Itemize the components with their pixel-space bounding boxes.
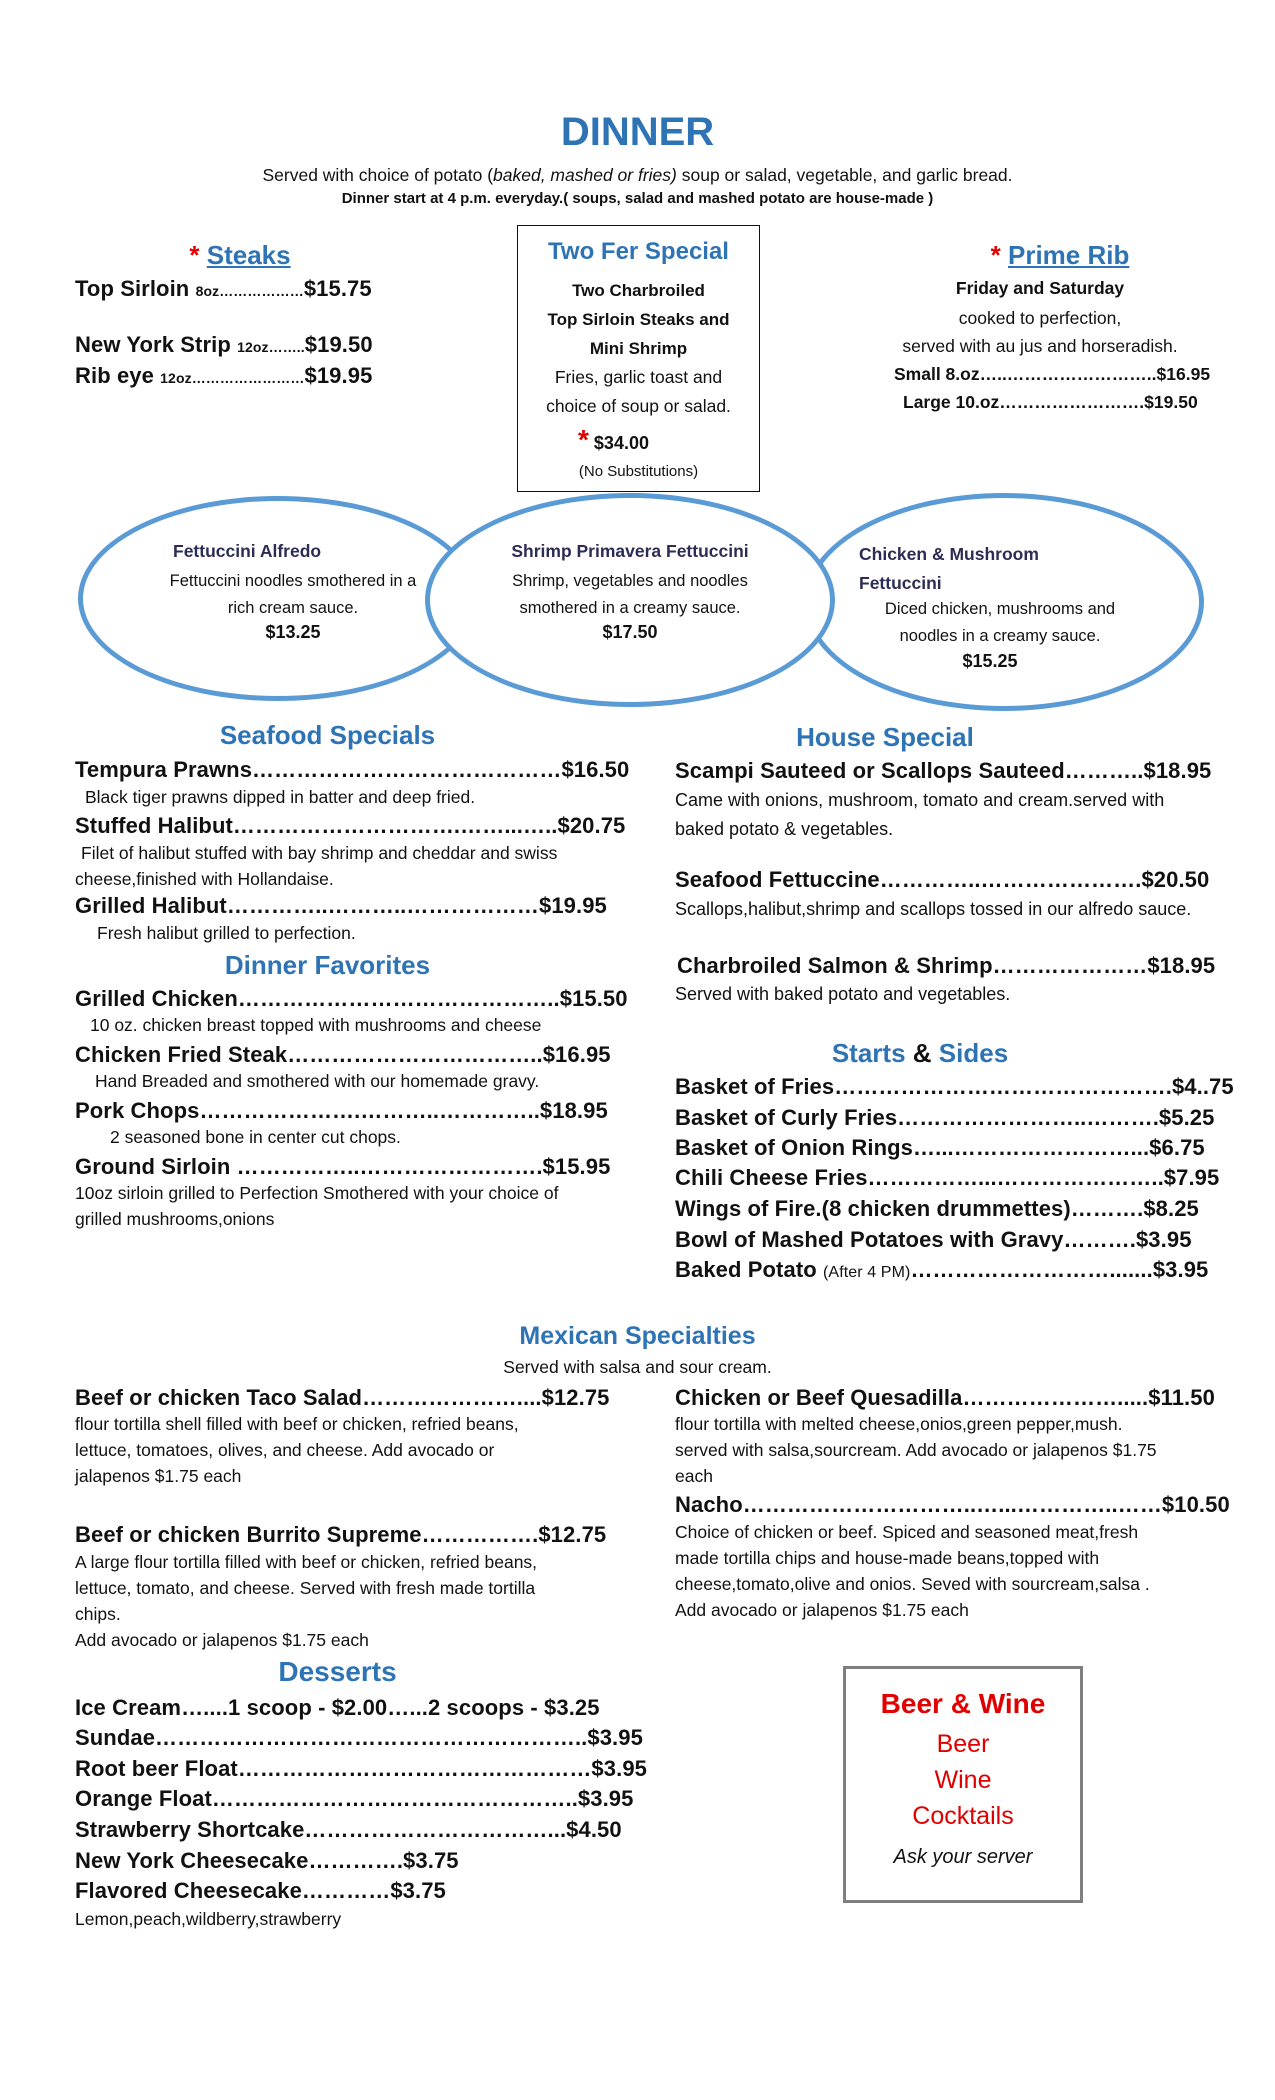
two-fer-star: * [578, 424, 589, 455]
starts-item: Basket of Onion Rings…...……………………...$6.75 [675, 1135, 1205, 1160]
desserts-heading: Desserts [278, 1656, 397, 1687]
mexican-desc-line: flour tortilla with melted cheese,onios,green pepper,mush. [675, 1414, 1123, 1434]
mexican-item: Chicken or Beef Quesadilla………………….....$11.50 [675, 1385, 1215, 1410]
mexican-item: Nacho…………………………..…...…………..……$10.50 [675, 1492, 1230, 1517]
pasta-desc-line: Fettuccini noodles smothered in a [169, 572, 417, 590]
steak-dots: …………………… [191, 370, 305, 386]
mexican-item: Beef or chicken Taco Salad…………………....$12.75 [75, 1385, 610, 1410]
subtitle-post: soup or salad, vegetable, and garlic bread. [676, 165, 1013, 185]
dessert-item: Strawberry Shortcake……………………………...$4.50 [75, 1817, 622, 1842]
steak-item [75, 276, 372, 302]
two-fer-line: Two Charbroiled [572, 281, 705, 300]
steak-price: $19.95 [304, 363, 373, 388]
baked-potato-note: (After 4 PM) [823, 1264, 911, 1281]
dessert-item: Ice Cream…....1 scoop - $2.00…...2 scoops - $3.25 [75, 1695, 600, 1720]
seafood-desc: Black tiger prawns dipped in batter and deep fried. [85, 787, 476, 807]
starts-item [675, 1257, 1208, 1283]
dessert-note: Lemon,peach,wildberry,strawberry [75, 1909, 342, 1929]
prime-rib-line: cooked to perfection, [958, 308, 1122, 328]
starts-item: Wings of Fire.(8 chicken drummettes)……….$8.25 [675, 1196, 1199, 1221]
favorites-desc: 10oz sirloin grilled to Perfection Smothered with your choice of grilled mushrooms,onions [75, 1183, 559, 1229]
two-fer-line: Fries, garlic toast and [554, 367, 723, 387]
pasta-price: $15.25 [962, 651, 1018, 671]
mexican-desc [75, 1549, 537, 1653]
favorites-item: Pork Chops………………….………..…………..$18.95 [75, 1098, 608, 1123]
mexican-desc-line: each [675, 1466, 713, 1486]
pasta-name [859, 540, 1039, 598]
house-desc: Served with baked potato and vegetables. [675, 984, 1011, 1004]
mexican-subtitle: Served with salsa and sour cream. [503, 1357, 772, 1377]
steak-price: $15.75 [303, 276, 372, 301]
pasta-desc-line: noodles in a creamy sauce. [899, 627, 1101, 645]
pasta-desc-line: smothered in a creamy sauce. [519, 599, 741, 617]
steak-price: $19.50 [304, 332, 373, 357]
mexican-desc-line: Choice of chicken or beef. Spiced and seasoned meat,fresh [675, 1522, 1139, 1542]
steak-name: Rib eye [75, 363, 161, 388]
favorites-desc: 10 oz. chicken breast topped with mushrooms and cheese [90, 1015, 542, 1035]
dessert-item: Sundae…………………………………………………..$3.95 [75, 1725, 643, 1750]
two-fer-line: Mini Shrimp [589, 339, 688, 358]
mexican-desc-line: cheese,tomato,olive and onios. Seved with sourcream,salsa . [675, 1574, 1150, 1594]
mexican-item: Beef or chicken Burrito Supreme…………….$12.75 [75, 1522, 607, 1547]
steak-item [75, 332, 373, 358]
beer-wine-item: Wine [934, 1766, 992, 1794]
seafood-item: Tempura Prawns……………………………………$16.50 [75, 757, 630, 782]
steak-dots: ……………… [219, 283, 304, 299]
house-desc: Scallops,halibut,shrimp and scallops tossed in our alfredo sauce. [675, 899, 1192, 919]
beer-wine-list [843, 1726, 1083, 1834]
house-item: Seafood Fettuccine…………..………………….$20.50 [675, 867, 1210, 892]
mexican-desc-line: Add avocado or jalapenos $1.75 each [675, 1600, 969, 1620]
starts-item: Basket of Curly Fries……………………..……….$5.25 [675, 1105, 1215, 1130]
steaks-heading [150, 240, 330, 271]
favorites-item: Ground Sirloin ……………..…………………….$15.95 [75, 1154, 611, 1179]
prime-rib-title: Prime Rib [1007, 240, 1130, 270]
two-fer-bold-lines [517, 276, 760, 363]
pasta-name-line: Chicken & Mushroom [859, 544, 1039, 564]
header-note: Dinner start at 4 p.m. everyday.( soups, salad and mashed potato are house-made ) [341, 190, 934, 207]
starts-amp: & [905, 1038, 939, 1068]
prime-rib-small: Small 8.oz…..……………………..$16.95 [894, 364, 1211, 384]
mexican-desc-line: flour tortilla shell filled with beef or chicken, refried beans, [75, 1414, 519, 1434]
two-fer-line: choice of soup or salad. [546, 396, 731, 416]
pasta-name: Shrimp Primavera Fettuccini [511, 541, 749, 561]
beer-wine-item: Beer [936, 1730, 990, 1758]
beer-wine-item: Cocktails [912, 1802, 1014, 1830]
two-fer-title: Two Fer Special [548, 238, 729, 265]
header-subtitle [0, 165, 1275, 186]
favorites-item: Chicken Fried Steak……………………………..$16.95 [75, 1042, 611, 1067]
sides-title: Sides [938, 1038, 1009, 1068]
house-item: Scampi Sauteed or Scallops Sauteed………..$18.95 [675, 758, 1212, 783]
pasta-price: $13.25 [265, 622, 321, 642]
steak-dots: …….. [268, 339, 305, 355]
beer-wine-note: Ask your server [893, 1846, 1033, 1868]
baked-potato-price: ……………………….......$3.95 [910, 1257, 1209, 1282]
dessert-item: New York Cheesecake………….$3.75 [75, 1848, 459, 1873]
prime-rib-line: served with au jus and horseradish. [902, 336, 1178, 356]
steaks-title: Steaks [206, 240, 291, 270]
pasta-name: Fettuccini Alfredo [173, 541, 322, 561]
subtitle-italic: baked, mashed or fries) [493, 165, 677, 185]
seafood-item: Stuffed Halibut………………………….……...…..$20.75 [75, 813, 626, 838]
dessert-item: Orange Float…………………………………………..$3.95 [75, 1786, 634, 1811]
mexican-heading: Mexican Specialties [519, 1322, 756, 1350]
favorites-desc: 2 seasoned bone in center cut chops. [110, 1127, 401, 1147]
pasta-desc [480, 568, 780, 622]
mexican-desc-line: lettuce, tomato, and cheese. Served with fresh made tortilla [75, 1578, 536, 1598]
steaks-star: * [189, 240, 200, 270]
favorites-item: Grilled Chicken……………………………………..$15.50 [75, 986, 628, 1011]
pasta-name-line: Fettuccini [859, 573, 942, 593]
steak-size: 12oz [237, 339, 269, 355]
pasta-desc [148, 568, 438, 622]
prime-rib-lines [870, 304, 1210, 360]
starts-item: Chili Cheese Fries……………...…………………..$7.95 [675, 1165, 1220, 1190]
prime-rib-star: * [990, 240, 1001, 270]
favorites-heading: Dinner Favorites [224, 950, 431, 980]
pasta-desc-line: Shrimp, vegetables and noodles [512, 572, 748, 590]
starts-heading [790, 1038, 1050, 1069]
steak-size: 8oz [195, 283, 220, 299]
steak-size: 12oz [160, 370, 192, 386]
starts-item: Basket of Fries……………………………………….$4..75 [675, 1074, 1234, 1099]
mexican-desc-line: chips. [75, 1604, 121, 1624]
seafood-item: Grilled Halibut…………..………..………………$19.95 [75, 893, 607, 918]
pasta-desc-line: rich cream sauce. [227, 599, 359, 617]
house-desc: Came with onions, mushroom, tomato and cream.served with baked potato & vegetables. [675, 790, 1165, 839]
two-fer-price-value: $34.00 [593, 433, 649, 453]
starts-title: Starts [831, 1038, 906, 1068]
steak-name: Top Sirloin [75, 276, 196, 301]
house-item: Charbroiled Salmon & Shrimp…………………$18.95 [677, 953, 1216, 978]
two-fer-lines [517, 363, 760, 421]
two-fer-note: (No Substitutions) [578, 463, 699, 480]
page-title: DINNER [560, 110, 715, 154]
mexican-desc-line: jalapenos $1.75 each [75, 1466, 242, 1486]
mexican-desc [675, 1411, 1157, 1489]
mexican-desc-line: Add avocado or jalapenos $1.75 each [75, 1630, 369, 1650]
dessert-item: Flavored Cheesecake…………$3.75 [75, 1878, 446, 1903]
mexican-desc-line: A large flour tortilla filled with beef or chicken, refried beans, [75, 1552, 538, 1572]
subtitle-pre: Served with choice of potato ( [262, 165, 494, 185]
seafood-desc: Filet of halibut stuffed with bay shrimp and cheddar and swiss cheese,finished with Hollandaise. [75, 843, 558, 889]
baked-potato-name: Baked Potato [675, 1257, 823, 1282]
favorites-desc: Hand Breaded and smothered with our homemade gravy. [95, 1071, 540, 1091]
pasta-desc [855, 596, 1145, 650]
prime-rib-large: Large 10.oz…………………….$19.50 [903, 392, 1198, 412]
mexican-desc [75, 1411, 519, 1489]
seafood-heading: Seafood Specials [219, 720, 436, 750]
prime-rib-day: Friday and Saturday [955, 278, 1125, 298]
mexican-desc-line: made tortilla chips and house-made beans,topped with [675, 1548, 1100, 1568]
prime-rib-heading [960, 240, 1160, 271]
seafood-desc: Fresh halibut grilled to perfection. [97, 923, 356, 943]
pasta-price: $17.50 [602, 622, 658, 642]
mexican-desc-line: served with salsa,sourcream. Add avocado or jalapenos $1.75 [675, 1440, 1157, 1460]
mexican-desc [675, 1519, 1150, 1623]
starts-item: Bowl of Mashed Potatoes with Gravy……….$3.95 [675, 1227, 1192, 1252]
beer-wine-title: Beer & Wine [880, 1688, 1046, 1719]
house-heading: House Special [796, 722, 974, 752]
dessert-item: Root beer Float…………………………………………$3.95 [75, 1756, 647, 1781]
two-fer-price [578, 424, 649, 456]
pasta-desc-line: Diced chicken, mushrooms and [884, 600, 1116, 618]
mexican-desc-line: lettuce, tomatoes, olives, and cheese. Add avocado or [75, 1440, 495, 1460]
two-fer-line: Top Sirloin Steaks and [547, 310, 730, 329]
steak-name: New York Strip [75, 332, 238, 357]
steak-item [75, 363, 372, 389]
